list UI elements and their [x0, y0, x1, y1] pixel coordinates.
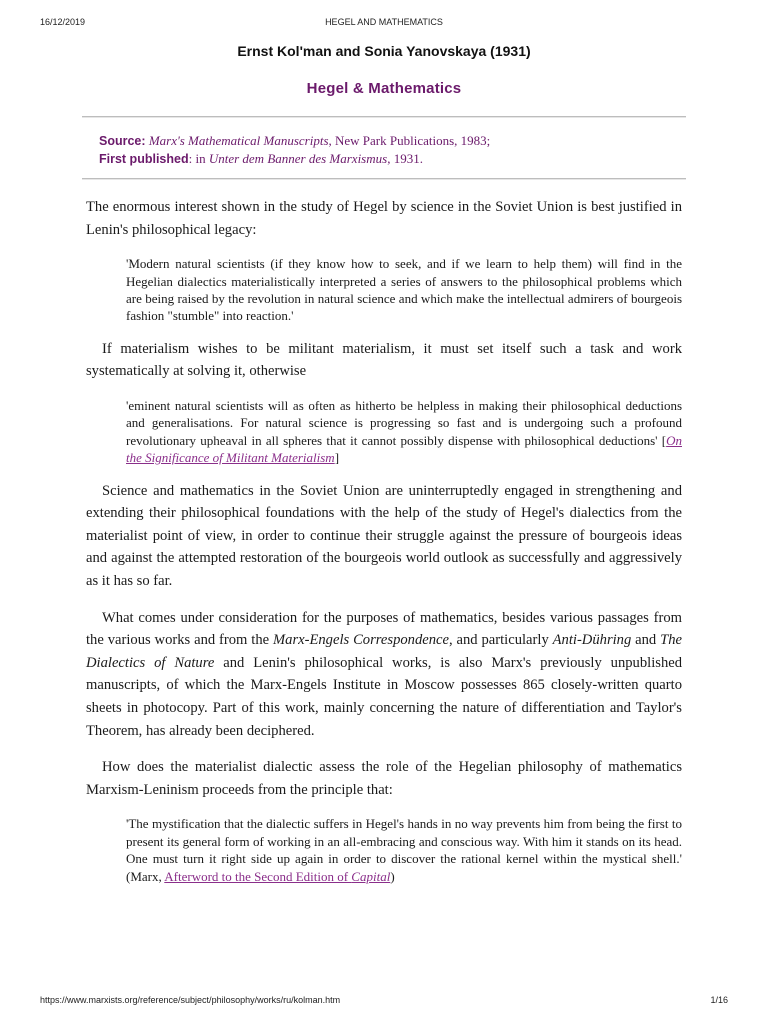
- p4-dialectics-of-nature: The Dialectics of Nature: [86, 632, 682, 671]
- paragraph-4: [86, 607, 682, 743]
- page-title: Hegel & Mathematics: [306, 80, 462, 97]
- paragraph-2: If materialism wishes to be militant materialism, it must set itself such a task and work systematically at solving it, otherwise: [86, 340, 682, 380]
- paragraph-1: The enormous interest shown in the study of Hegel by science in the Soviet Union is best justified in Lenin's philosophical legacy:: [86, 199, 682, 238]
- divider-bottom: [82, 178, 686, 180]
- p4-text-a: What comes under consideration for the purposes of mathematics, besides various passages from the various works and from the: [86, 609, 682, 649]
- published-line: [99, 150, 682, 168]
- p4-text-c: , and particularly: [449, 632, 553, 649]
- p4-anti-duhring: Anti-Dühring: [552, 632, 632, 649]
- source-info: [99, 132, 682, 168]
- quote-3-text: 'The mystification that the dialectic suffers in Hegel's hands in no way prevents him from being the first to present its general form of working in an all-embracing and conscious way. With him it stands on its head. One must turn it right side up again in order to discover the rational kernel within the mystical shell.' (Marx,: [126, 816, 682, 884]
- published-label: First published: [99, 152, 189, 166]
- militant-materialism-link[interactable]: On the Significance of Militant Materialism: [126, 432, 682, 466]
- divider-top: [82, 116, 686, 118]
- p4-text-e: and: [631, 632, 661, 649]
- print-date: 16/12/2019: [40, 17, 86, 27]
- quote-2-end: ]: [334, 450, 340, 466]
- published-journal: Unter dem Banner des Marxismus: [208, 151, 388, 166]
- quote-3-end: ): [390, 868, 395, 884]
- print-footer: [40, 995, 728, 1005]
- print-url: https://www.marxists.org/reference/subject/philosophy/works/ru/kolman.htm: [40, 995, 341, 1005]
- quote-marx: [126, 815, 682, 885]
- published-rest: , 1931.: [387, 151, 423, 166]
- afterword-link-text: Afterword to the Second Edition of: [164, 868, 352, 884]
- p4-text-g: and Lenin's philosophical works, is also Marx's previously unpublished manuscripts, of which the Marx-Engels Institute in Moscow possesses 865 closely-written quarto sheets in photocopy. Part of this work, mainly concerning the nature of differentiation and Taylor's Theorem, has already been deciphered.: [86, 654, 683, 739]
- published-prefix: : in: [188, 151, 209, 166]
- print-title: HEGEL AND MATHEMATICS: [325, 17, 443, 27]
- author-line: Ernst Kol'man and Sonia Yanovskaya (1931): [237, 43, 531, 59]
- source-label: Source: [99, 134, 142, 148]
- source-book: Marx's Mathematical Manuscripts: [148, 133, 329, 148]
- source-line: Source: Marx's Mathematical Manuscripts, New Park Publications, 1983;: [99, 133, 491, 148]
- paragraph-5: How does the materialist dialectic assess the role of the Hegelian philosophy of mathematics Marxism-Leninism proceeds from the principle that:: [86, 759, 682, 798]
- quote-2-text: 'eminent natural scientists will as often as hitherto be helpless in making their philosophical deductions and generalisations. For natural science is progressing so fast and is undergoing such a profound revolutionary upheaval in all spheres that it cannot possibly dispense with philosophical deductions' [: [126, 398, 682, 448]
- quote-lenin-2: [126, 397, 682, 467]
- quote-lenin-1: 'Modern natural scientists (if they know how to seek, and if we learn to help them) will find in the Hegelian dialectics materialistically interpreted a series of answers to the philosophical problems which are being raised by the revolution in natural science and which make the intellectual admirers of bourgeois fashion "stumble" into reaction.': [126, 256, 682, 324]
- p4-correspondence: Marx-Engels Correspondence: [273, 632, 449, 649]
- print-page-number: 1/16: [710, 995, 728, 1005]
- print-header: [40, 17, 728, 27]
- article-body: [86, 196, 682, 898]
- capital-link-text: Capital: [351, 868, 391, 884]
- afterword-capital-link[interactable]: [164, 869, 390, 884]
- source-rest: , New Park Publications, 1983;: [328, 133, 491, 148]
- paragraph-3: Science and mathematics in the Soviet Union are uninterruptedly engaged in strengthening and extending their philosophical foundations with the help of the study of Hegel's dialectics from the materialist point of view, in order to continue their struggle against the pressure of bourgeois ideas and against the attempted restoration of the bourgeois world outlook as successfully and aggressively as it has so far.: [86, 482, 682, 589]
